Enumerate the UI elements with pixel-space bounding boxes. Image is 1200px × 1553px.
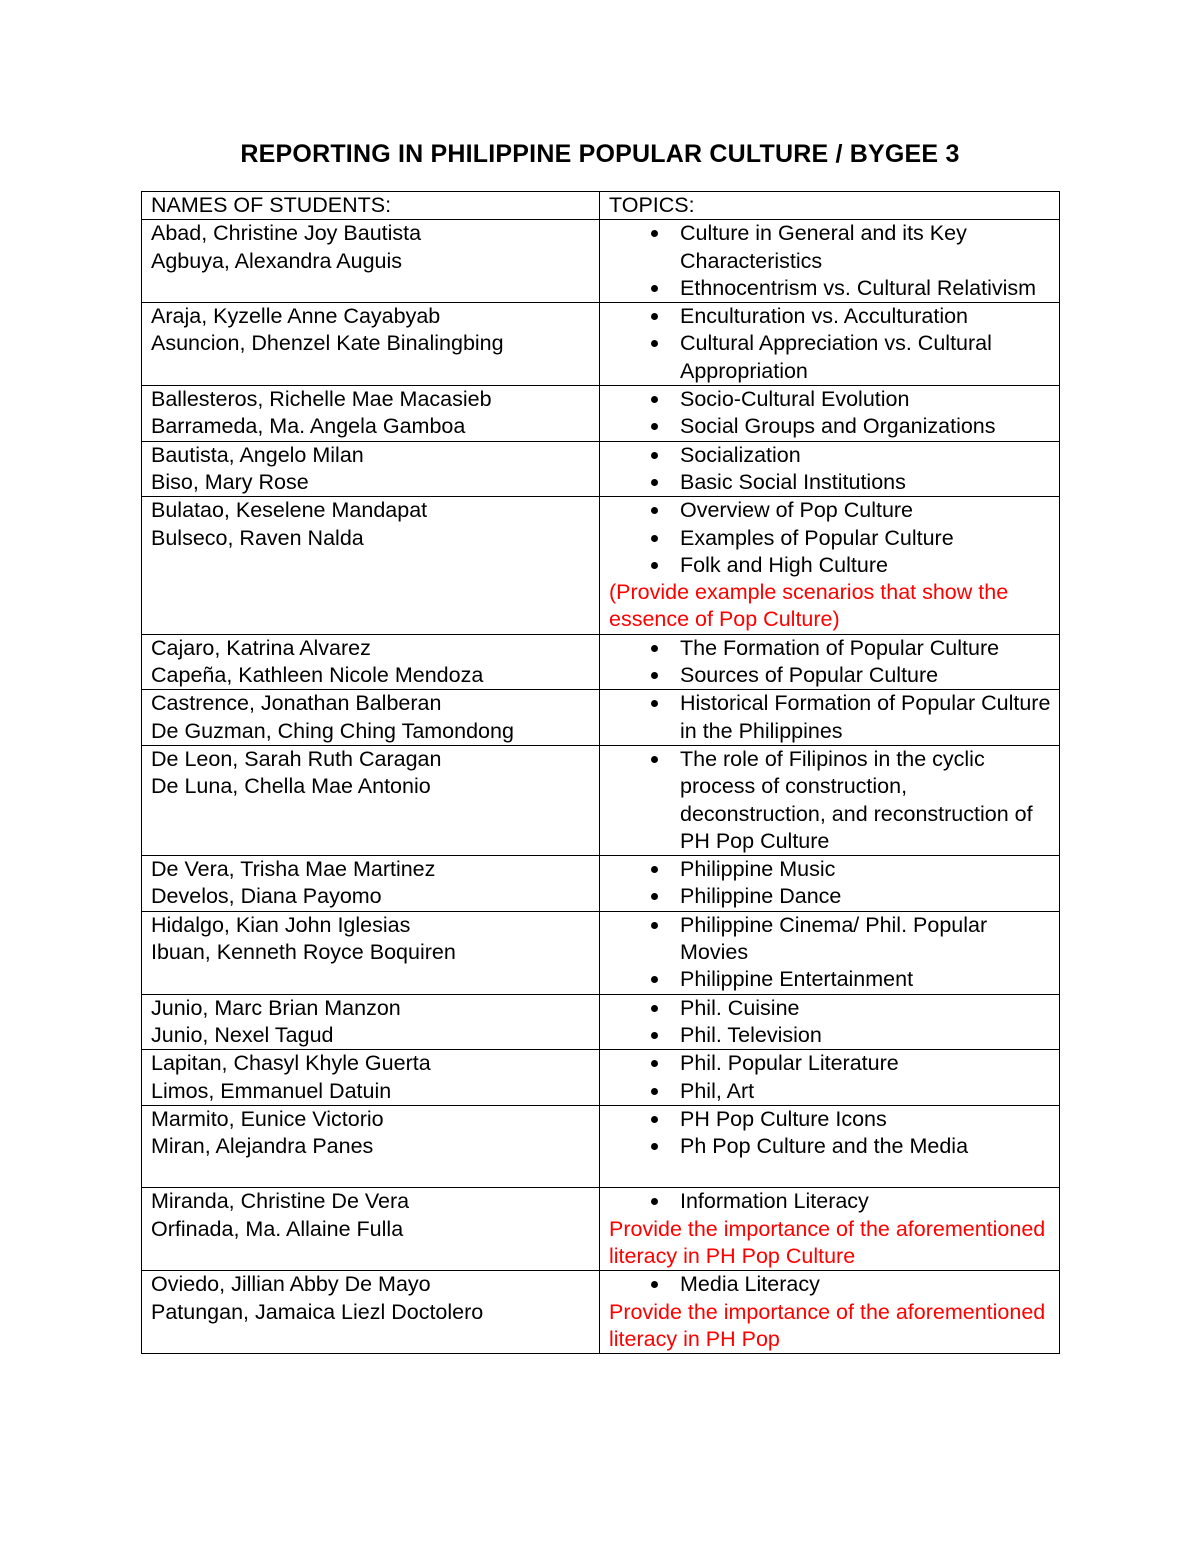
topics-cell xyxy=(600,1188,1060,1271)
student-name: Junio, Marc Brian Manzon xyxy=(151,995,401,1020)
student-name: De Leon, Sarah Ruth Caragan xyxy=(151,746,442,771)
student-name: Bautista, Angelo Milan xyxy=(151,442,364,467)
topics-cell xyxy=(600,690,1060,746)
reporting-table xyxy=(141,191,1060,1354)
topic-item: The role of Filipinos in the cyclic process of construction, deconstruction, and reconstruction of PH Pop Culture xyxy=(680,746,1053,855)
topic-list xyxy=(609,995,1053,1050)
student-name: Barrameda, Ma. Angela Gamboa xyxy=(151,414,466,439)
topic-item: Phil. Cuisine xyxy=(680,995,1053,1022)
topic-list xyxy=(609,856,1053,911)
student-name: Marmito, Eunice Victorio xyxy=(151,1106,384,1131)
student-name: Cajaro, Katrina Alvarez xyxy=(151,635,371,660)
topic-item: Cultural Appreciation vs. Cultural Appropriation xyxy=(680,330,1053,385)
document-title: REPORTING IN PHILIPPINE POPULAR CULTURE / BYGEE 3 xyxy=(240,140,960,168)
topic-item: Phil. Television xyxy=(680,1022,1053,1049)
topic-item: PH Pop Culture Icons xyxy=(680,1106,1053,1133)
table-row xyxy=(142,1105,1060,1188)
student-name: Junio, Nexel Tagud xyxy=(151,1022,334,1047)
topic-item: Information Literacy xyxy=(680,1188,1053,1215)
names-cell xyxy=(142,220,600,303)
student-name: Miran, Alejandra Panes xyxy=(151,1134,374,1159)
student-name: Oviedo, Jillian Abby De Mayo xyxy=(151,1272,431,1297)
topic-item: Ethnocentrism vs. Cultural Relativism xyxy=(680,275,1053,302)
topic-item: Overview of Pop Culture xyxy=(680,497,1053,524)
names-cell xyxy=(142,1271,600,1354)
student-name: Patungan, Jamaica Liezl Doctolero xyxy=(151,1299,484,1324)
topic-item: Historical Formation of Popular Culture in the Philippines xyxy=(680,690,1053,745)
topic-item: The Formation of Popular Culture xyxy=(680,635,1053,662)
student-name: Biso, Mary Rose xyxy=(151,469,309,494)
topic-item: Enculturation vs. Acculturation xyxy=(680,303,1053,330)
topics-cell xyxy=(600,745,1060,855)
table-row xyxy=(142,497,1060,634)
names-cell xyxy=(142,994,600,1050)
student-name: Hidalgo, Kian John Iglesias xyxy=(151,912,411,937)
names-cell xyxy=(142,497,600,634)
table-row xyxy=(142,690,1060,746)
topic-item: Philippine Music xyxy=(680,856,1053,883)
topic-list xyxy=(609,1271,1053,1298)
student-name: De Luna, Chella Mae Antonio xyxy=(151,774,431,799)
instruction-note: (Provide example scenarios that show the essence of Pop Culture) xyxy=(609,580,1009,632)
topic-list xyxy=(609,497,1053,579)
student-name: Bulatao, Keselene Mandapat xyxy=(151,498,428,523)
table-row xyxy=(142,1050,1060,1106)
topic-item: Folk and High Culture xyxy=(680,552,1053,579)
student-name: De Guzman, Ching Ching Tamondong xyxy=(151,718,514,743)
student-name: Ballesteros, Richelle Mae Macasieb xyxy=(151,387,492,412)
table-header-row xyxy=(142,192,1060,220)
topic-item: Socio-Cultural Evolution xyxy=(680,386,1053,413)
topic-list xyxy=(609,1188,1053,1215)
student-name: Orfinada, Ma. Allaine Fulla xyxy=(151,1216,404,1241)
topics-header-cell xyxy=(600,192,1060,220)
topic-list xyxy=(609,1106,1053,1161)
topic-item: Examples of Popular Culture xyxy=(680,525,1053,552)
topic-list xyxy=(609,220,1053,302)
names-cell xyxy=(142,745,600,855)
topics-cell xyxy=(600,856,1060,912)
topic-item: Media Literacy xyxy=(680,1271,1053,1298)
topics-cell xyxy=(600,303,1060,386)
names-cell xyxy=(142,634,600,690)
names-cell xyxy=(142,690,600,746)
table-row xyxy=(142,745,1060,855)
student-name: De Vera, Trisha Mae Martinez xyxy=(151,857,436,882)
topic-list xyxy=(609,1050,1053,1105)
student-name: Castrence, Jonathan Balberan xyxy=(151,691,442,716)
names-header-cell xyxy=(142,192,600,220)
topics-cell xyxy=(600,994,1060,1050)
topics-cell xyxy=(600,911,1060,994)
topics-cell xyxy=(600,1105,1060,1188)
student-name: Abad, Christine Joy Bautista xyxy=(151,221,422,246)
topic-item: Philippine Entertainment xyxy=(680,966,1053,993)
names-header: NAMES OF STUDENTS: xyxy=(151,193,392,217)
topic-item: Culture in General and its Key Characteristics xyxy=(680,220,1053,275)
topic-list xyxy=(609,746,1053,855)
student-name: Agbuya, Alexandra Auguis xyxy=(151,248,403,273)
table-row xyxy=(142,634,1060,690)
topic-list xyxy=(609,912,1053,994)
topic-list xyxy=(609,386,1053,441)
student-name: Asuncion, Dhenzel Kate Binalingbing xyxy=(151,331,504,356)
table-row xyxy=(142,386,1060,442)
student-name: Capeña, Kathleen Nicole Mendoza xyxy=(151,663,484,688)
topics-cell xyxy=(600,1271,1060,1354)
topics-cell xyxy=(600,386,1060,442)
topic-item: Phil. Popular Literature xyxy=(680,1050,1053,1077)
student-name: Bulseco, Raven Nalda xyxy=(151,525,364,550)
student-name: Lapitan, Chasyl Khyle Guerta xyxy=(151,1051,431,1076)
topic-list xyxy=(609,442,1053,497)
names-cell xyxy=(142,303,600,386)
topic-list xyxy=(609,690,1053,745)
topic-item: Phil, Art xyxy=(680,1078,1053,1105)
topic-item: Ph Pop Culture and the Media xyxy=(680,1133,1053,1160)
table-row xyxy=(142,911,1060,994)
table-row xyxy=(142,441,1060,497)
table-row xyxy=(142,1188,1060,1271)
topics-cell xyxy=(600,497,1060,634)
table-row xyxy=(142,1271,1060,1354)
topic-item: Basic Social Institutions xyxy=(680,469,1053,496)
names-cell xyxy=(142,1050,600,1106)
table-row xyxy=(142,994,1060,1050)
topic-item: Philippine Cinema/ Phil. Popular Movies xyxy=(680,912,1053,967)
topics-cell xyxy=(600,634,1060,690)
student-name: Ibuan, Kenneth Royce Boquiren xyxy=(151,940,456,965)
topic-list xyxy=(609,635,1053,690)
topics-cell xyxy=(600,441,1060,497)
names-cell xyxy=(142,1105,600,1188)
table-row xyxy=(142,220,1060,303)
topic-item: Social Groups and Organizations xyxy=(680,413,1053,440)
student-name: Araja, Kyzelle Anne Cayabyab xyxy=(151,304,441,329)
topic-item: Socialization xyxy=(680,442,1053,469)
names-cell xyxy=(142,856,600,912)
names-cell xyxy=(142,911,600,994)
student-name: Limos, Emmanuel Datuin xyxy=(151,1078,392,1103)
topics-cell xyxy=(600,220,1060,303)
table-row xyxy=(142,856,1060,912)
topic-list xyxy=(609,303,1053,385)
instruction-note: Provide the importance of the aforementioned literacy in PH Pop Culture xyxy=(609,1216,1046,1268)
names-cell xyxy=(142,386,600,442)
topic-item: Philippine Dance xyxy=(680,883,1053,910)
student-name: Miranda, Christine De Vera xyxy=(151,1189,410,1214)
names-cell xyxy=(142,441,600,497)
topics-cell xyxy=(600,1050,1060,1106)
instruction-note: Provide the importance of the aforementioned literacy in PH Pop xyxy=(609,1299,1046,1351)
student-name: Develos, Diana Payomo xyxy=(151,884,382,909)
topics-header: TOPICS: xyxy=(609,193,695,217)
topic-item: Sources of Popular Culture xyxy=(680,662,1053,689)
names-cell xyxy=(142,1188,600,1271)
table-row xyxy=(142,303,1060,386)
